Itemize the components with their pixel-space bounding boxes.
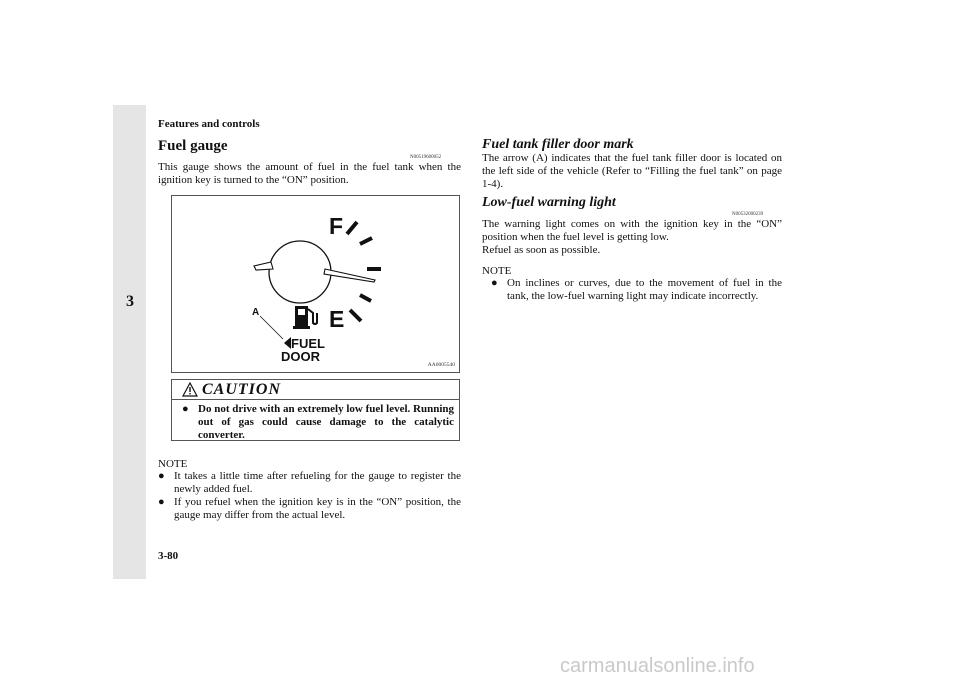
caution-title-bar <box>172 380 459 400</box>
note-item-text: If you refuel when the ignition key is in the “ON” position, the gauge may differ from the actual level. <box>174 496 461 521</box>
caution-item-text: Do not drive with an extremely low fuel level. Running out of gas could cause damage to the catalytic converter. <box>198 403 454 441</box>
caution-title: CAUTION <box>202 381 282 398</box>
caution-box <box>171 379 460 441</box>
note-item-text: On inclines or curves, due to the movement of fuel in the tank, the low-fuel warning light may indicate incorrectly. <box>507 277 782 302</box>
fuel-gauge-code: N00519600052 <box>410 155 442 160</box>
note-label: NOTE <box>482 265 512 277</box>
footer-watermark: carmanualsonline.info <box>560 655 755 677</box>
fuel-gauge-heading: Fuel gauge <box>158 138 228 154</box>
page-number: 3-80 <box>158 550 179 562</box>
low-fuel-heading: Low-fuel warning light <box>482 195 616 210</box>
empty-mark-label: E <box>329 306 345 332</box>
fuel-gauge-intro: This gauge shows the amount of fuel in the fuel tank when the ignition key is turned to the “ON” position. <box>158 161 461 186</box>
fuel-pump-icon <box>293 306 317 329</box>
door-label: DOOR <box>281 349 320 364</box>
caution-item <box>182 403 454 441</box>
low-fuel-advice: Refuel as soon as possible. <box>482 244 601 256</box>
arrow-a-label: A <box>252 307 260 318</box>
note-item-text: It takes a little time after refueling for the gauge to register the newly added fuel. <box>174 470 461 495</box>
bullet-icon: ● <box>158 470 165 482</box>
note-item <box>158 470 461 496</box>
filler-door-arrow-icon <box>284 337 291 349</box>
section-header: Features and controls <box>158 118 260 130</box>
chapter-number: 3 <box>126 293 134 310</box>
filler-door-text: The arrow (A) indicates that the fuel tank filler door is located on the left side of the vehicle (Refer to “Filling the fuel tank” on page 1-4). <box>482 152 782 190</box>
full-mark-label: F <box>329 213 344 239</box>
note-item <box>158 496 461 522</box>
fuel-gauge-figure <box>171 195 460 373</box>
note-label: NOTE <box>158 458 188 470</box>
note-item <box>491 277 782 303</box>
filler-door-heading: Fuel tank filler door mark <box>482 137 634 152</box>
fuel-gauge-illustration <box>172 196 459 372</box>
figure-code: AA0005540 <box>427 362 455 368</box>
bullet-icon: ● <box>491 277 498 289</box>
warning-triangle-icon <box>182 382 198 397</box>
low-fuel-code: N00532000239 <box>732 212 764 217</box>
chapter-tab <box>113 105 146 579</box>
low-fuel-text: The warning light comes on with the ignition key in the “ON” position when the fuel level is getting low. <box>482 218 782 243</box>
bullet-icon: ● <box>182 403 189 415</box>
bullet-icon: ● <box>158 496 165 508</box>
fuel-label: FUEL <box>291 336 325 351</box>
